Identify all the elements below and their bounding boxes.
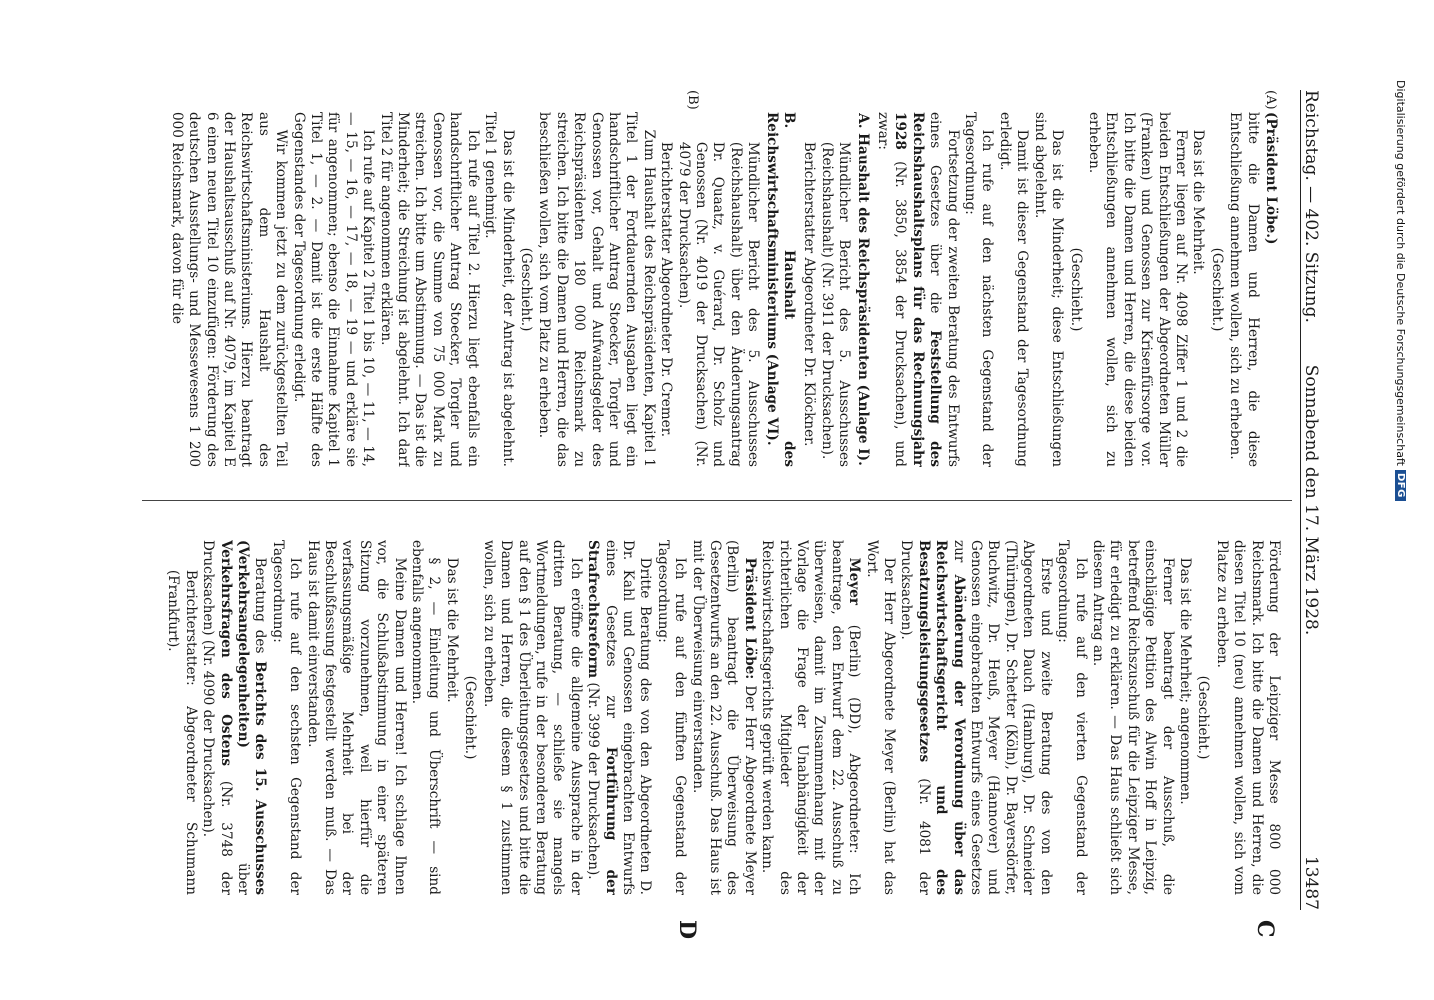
agenda-text: (Nr. 3850, 3854 der Drucksachen), und zwar: bbox=[875, 112, 909, 467]
paragraph: Wir kommen jetzt zu dem zurückgestellten Teil aus dem Haushalt des Reichswirtschaftsministeriums. Hierzu beantragt der Haushaltsausschuß auf Nr. 4079, im Kapitel E 6 einen neuen Titel 10 einzufügen: Förderung des deutschen Ausstellungs- und Messewesens 1 200 000 Reichsmark, davon für die bbox=[168, 112, 290, 467]
sidebar-credit-text: Digitalisierung gefördert durch die Deutsche Forschungsgemeinschaft bbox=[1394, 80, 1408, 466]
paragraph: Ich rufe auf Titel 2. Hierzu liegt ebenfalls ein handschriftlicher Antrag Stoecker, Torgler und Genossen vor, die Summe von 75 000 Mark zu streichen. Ich bitte um Abstimmung. — Das ist die Minderheit; die Streichung ist abgelehnt. Ich darf Titel 2 für angenommen erklären. bbox=[377, 112, 481, 467]
paragraph: Das ist die Mehrheit; angenommen. bbox=[1176, 557, 1193, 805]
right-column bbox=[152, 540, 1282, 895]
paragraph: Ferner liegen auf Nr. 4098 Ziffer 1 und 2 die beiden Entschließungen der Abgeordneten Müller (Franken) und Genossen zur Krisenfürsorge vor. Ich bitte die Damen und Herren, die diese beiden Entschließungen annehmen wollen, sich zu erheben. bbox=[1085, 112, 1189, 467]
speaker-name: Präsident Löbe: bbox=[741, 557, 758, 680]
agenda-text: über bbox=[235, 747, 252, 895]
speech bbox=[688, 540, 758, 895]
agenda-item bbox=[897, 540, 1054, 895]
column-divider bbox=[142, 500, 1292, 501]
speech-text: (Berlin) (DD), Abgeordneter: Ich beantrage, den Entwurf dem 22. Ausschuß zu überweisen, damit im Zusammenhang mit der Vorlage die Frage der Unabhängigkeit der richterlichen Mitglieder des Reichswirtschaftsgerichts geprüft werden kann. bbox=[759, 540, 863, 895]
dfg-logo: DFG bbox=[1396, 470, 1407, 501]
report-line: Mündlicher Bericht des 5. Ausschusses (Reichshaushalt) über den Änderungsantrag Dr. Quaatz, v. Guérard, Dr. Scholz und Genossen (Nr. 4019 der Drucksachen) (Nr. 4079 der Drucksachen). bbox=[675, 141, 762, 467]
agenda-item bbox=[584, 540, 654, 895]
agenda-text: Erste und zweite Beratung des von den Abgeordneten Dauch (Hamburg), Dr. Schneider (Thüringen), Dr. Schetter (Köln), Dr. Bayersdörfer, Buchwitz, Dr. Heuß, Meyer (Hannover) und Genossen eingebrachten Entwurfs eines Gesetzes zur bbox=[950, 540, 1054, 895]
agenda-title: Abänderung der Verordnung über das Reichswirtschaftsgericht und des Besatzungsleistungsgesetzes bbox=[915, 540, 967, 895]
sidebar-credit bbox=[1388, 80, 1414, 880]
agenda-text: Fortsetzung der zweiten Beratung des Entwurfs eines Gesetzes über die bbox=[927, 112, 961, 467]
page-number: 13487 bbox=[1301, 855, 1321, 910]
paragraph: Meine Damen und Herren! Ich schlage Ihnen vor, die Schlußabstimmung in einer späteren Sitzung vorzunehmen, weil hierfür die verfassungsmäßige Mehrheit bei der Beschlußfassung festgestellt werden muß. — Das Haus ist damit einverstanden. bbox=[304, 540, 408, 895]
paragraph: Ich rufe auf den nächsten Gegenstand der Tagesordnung: bbox=[962, 112, 996, 467]
stage-direction: (Geschieht.) bbox=[462, 675, 479, 760]
paragraph: Damit ist dieser Gegenstand der Tagesordnung erledigt. bbox=[996, 112, 1031, 467]
paragraph: Ferner beantragt der Ausschuß, die einschlägige Petition des Alwin Hoff in Leipzig, betreffend Reichszuschuß für die Leipziger Messe, für erledigt zu erklären. — Das Haus schließt sich diesem Antrag an. bbox=[1089, 540, 1176, 895]
agenda-text: (Nr. 4081 der Drucksachen). bbox=[898, 540, 932, 895]
paragraph: § 2, — Einleitung und Überschrift — sind ebenfalls angenommen. bbox=[409, 540, 443, 895]
agenda-text: (Nr. 3999 der Drucksachen). bbox=[585, 678, 602, 880]
agenda-item bbox=[874, 112, 961, 467]
dfg-sidebar bbox=[1390, 80, 1420, 880]
section-heading-b: B. Haushalt des Reichswirtschaftsministeriums (Anlage VI). bbox=[763, 112, 798, 467]
agenda-title: Verkehrsfragen des Ostens bbox=[217, 540, 234, 767]
paragraph: Das ist die Minderheit; diese Entschließungen sind abgelehnt. bbox=[1031, 112, 1066, 467]
paragraph: Das ist die Mehrheit. bbox=[443, 557, 460, 703]
paragraph: Ich eröffne die allgemeine Aussprache in der dritten Beratung, — schließe sie mangels Wortmeldungen, rufe in der besonderen Beratung auf den § 1 des Überleitungsgesetzes und bitte die Damen und Herren, die diesem § 1 zustimmen wollen, sich zu erheben. bbox=[480, 540, 584, 895]
report-line: Mündlicher Bericht des 5. Ausschusses (Reichshaushalt) (Nr. 3911 der Drucksachen). bbox=[818, 141, 853, 467]
speech-text: Der Herr Abgeordnete Meyer (Berlin) beantragt die Überweisung des Gesetzentwurfs an den 22. Ausschuß. Das Haus ist mit der Überweisung einverstanden. bbox=[689, 540, 758, 895]
paragraph: Das ist die Mehrheit. bbox=[1190, 129, 1207, 275]
paragraph: Ich rufe auf Kapitel 2 Titel 1 bis 10, — 11, — 14, — 15, — 16, — 17, — 18, — 19 — und erkläre sie für angenommen; ebenso die Einnahme Kapitel 1 Titel 1, — 2. — Damit ist die erste Hälfte des Gegenstandes der Tagesordnung erledigt. bbox=[290, 112, 377, 467]
header-center: Sonnabend den 17. März 1928. bbox=[1301, 364, 1321, 636]
paragraph: Ich rufe auf den sechsten Gegenstand der Tagesordnung: bbox=[269, 540, 304, 895]
paragraph: bitte die Damen und Herren, die diese Entschließung annehmen wollen, sich zu erheben. bbox=[1227, 112, 1261, 467]
left-column bbox=[152, 112, 1282, 467]
reporter-line: Berichterstatter: Abgeordneter Schumann (Frankfurt). bbox=[165, 569, 199, 895]
margin-mark-b: (B) bbox=[685, 90, 700, 110]
paragraph: Förderung der Leipziger Messe 800 000 Reichsmark. Ich bitte die Damen und Herren, die diesen Titel 10 (neu) annehmen wollen, sich vom Platze zu erheben. bbox=[1213, 540, 1282, 895]
speaker-name: Meyer bbox=[846, 557, 863, 606]
margin-mark-c: C bbox=[1252, 920, 1278, 938]
stage-direction: (Geschieht.) bbox=[1208, 247, 1225, 332]
stage-direction: (Geschieht.) bbox=[517, 247, 534, 332]
header-left: Reichstag. — 402. Sitzung. bbox=[1301, 90, 1321, 323]
agenda-text: (Nr. 3748 der Drucksachen) (Nr. 4090 der Drucksachen). bbox=[200, 540, 234, 895]
agenda-title: Fortführung der Strafrechtsreform bbox=[585, 540, 619, 895]
stage-direction: (Geschieht.) bbox=[1067, 247, 1084, 332]
paragraph: Ich rufe auf den vierten Gegenstand der Tagesordnung: bbox=[1055, 540, 1089, 895]
speech bbox=[758, 540, 862, 895]
page-header bbox=[1300, 90, 1335, 910]
section-heading-a: A. Haushalt des Reichspräsidenten (Anlage I). bbox=[854, 113, 871, 466]
agenda-title: Berichts des 15. Ausschusses (Verkehrsangelegenheiten) bbox=[235, 540, 269, 895]
speaker-label: (Präsident Löbe.) bbox=[1263, 112, 1279, 245]
reporter-line: Berichterstatter Abgeordneter Dr. Cremer. bbox=[658, 141, 675, 438]
margin-mark-d: D bbox=[674, 920, 700, 940]
agenda-text: Dritte Beratung des von den Abgeordneten D. Dr. Kahl und Genossen eingebrachten Entwurfs eines Gesetzes zur bbox=[602, 540, 654, 895]
margin-mark-a: (A) bbox=[1263, 90, 1278, 110]
agenda-item bbox=[199, 540, 269, 895]
stage-direction: (Geschieht.) bbox=[1195, 675, 1212, 760]
paragraph: Zum Haushalt des Reichspräsidenten, Kapitel 1 Titel 1 der Fortdauernden Ausgaben liegt ein handschriftlicher Antrag Stoecker, Torgler und Genossen vor, Gehalt und Aufwandsgelder des Reichspräsidenten 180 000 Reichsmark zu streichen. Ich bitte die Damen und Herren, die das beschließen wollen, sich vom Platz zu erheben. bbox=[536, 112, 657, 467]
agenda-text: Beratung des bbox=[252, 557, 269, 662]
reporter-line: Berichterstatter Abgeordneter Dr. Klöckner. bbox=[801, 141, 818, 447]
paragraph: Der Herr Abgeordnete Meyer (Berlin) hat das Wort. bbox=[863, 540, 898, 895]
agenda-title: Feststellung des Reichshaushaltsplans für das Rechnungsjahr 1928 bbox=[892, 112, 944, 467]
paragraph: Das ist die Minderheit, der Antrag ist abgelehnt. Titel 1 genehmigt. bbox=[482, 112, 516, 467]
paragraph: Ich rufe auf den fünften Gegenstand der Tagesordnung: bbox=[654, 540, 689, 895]
